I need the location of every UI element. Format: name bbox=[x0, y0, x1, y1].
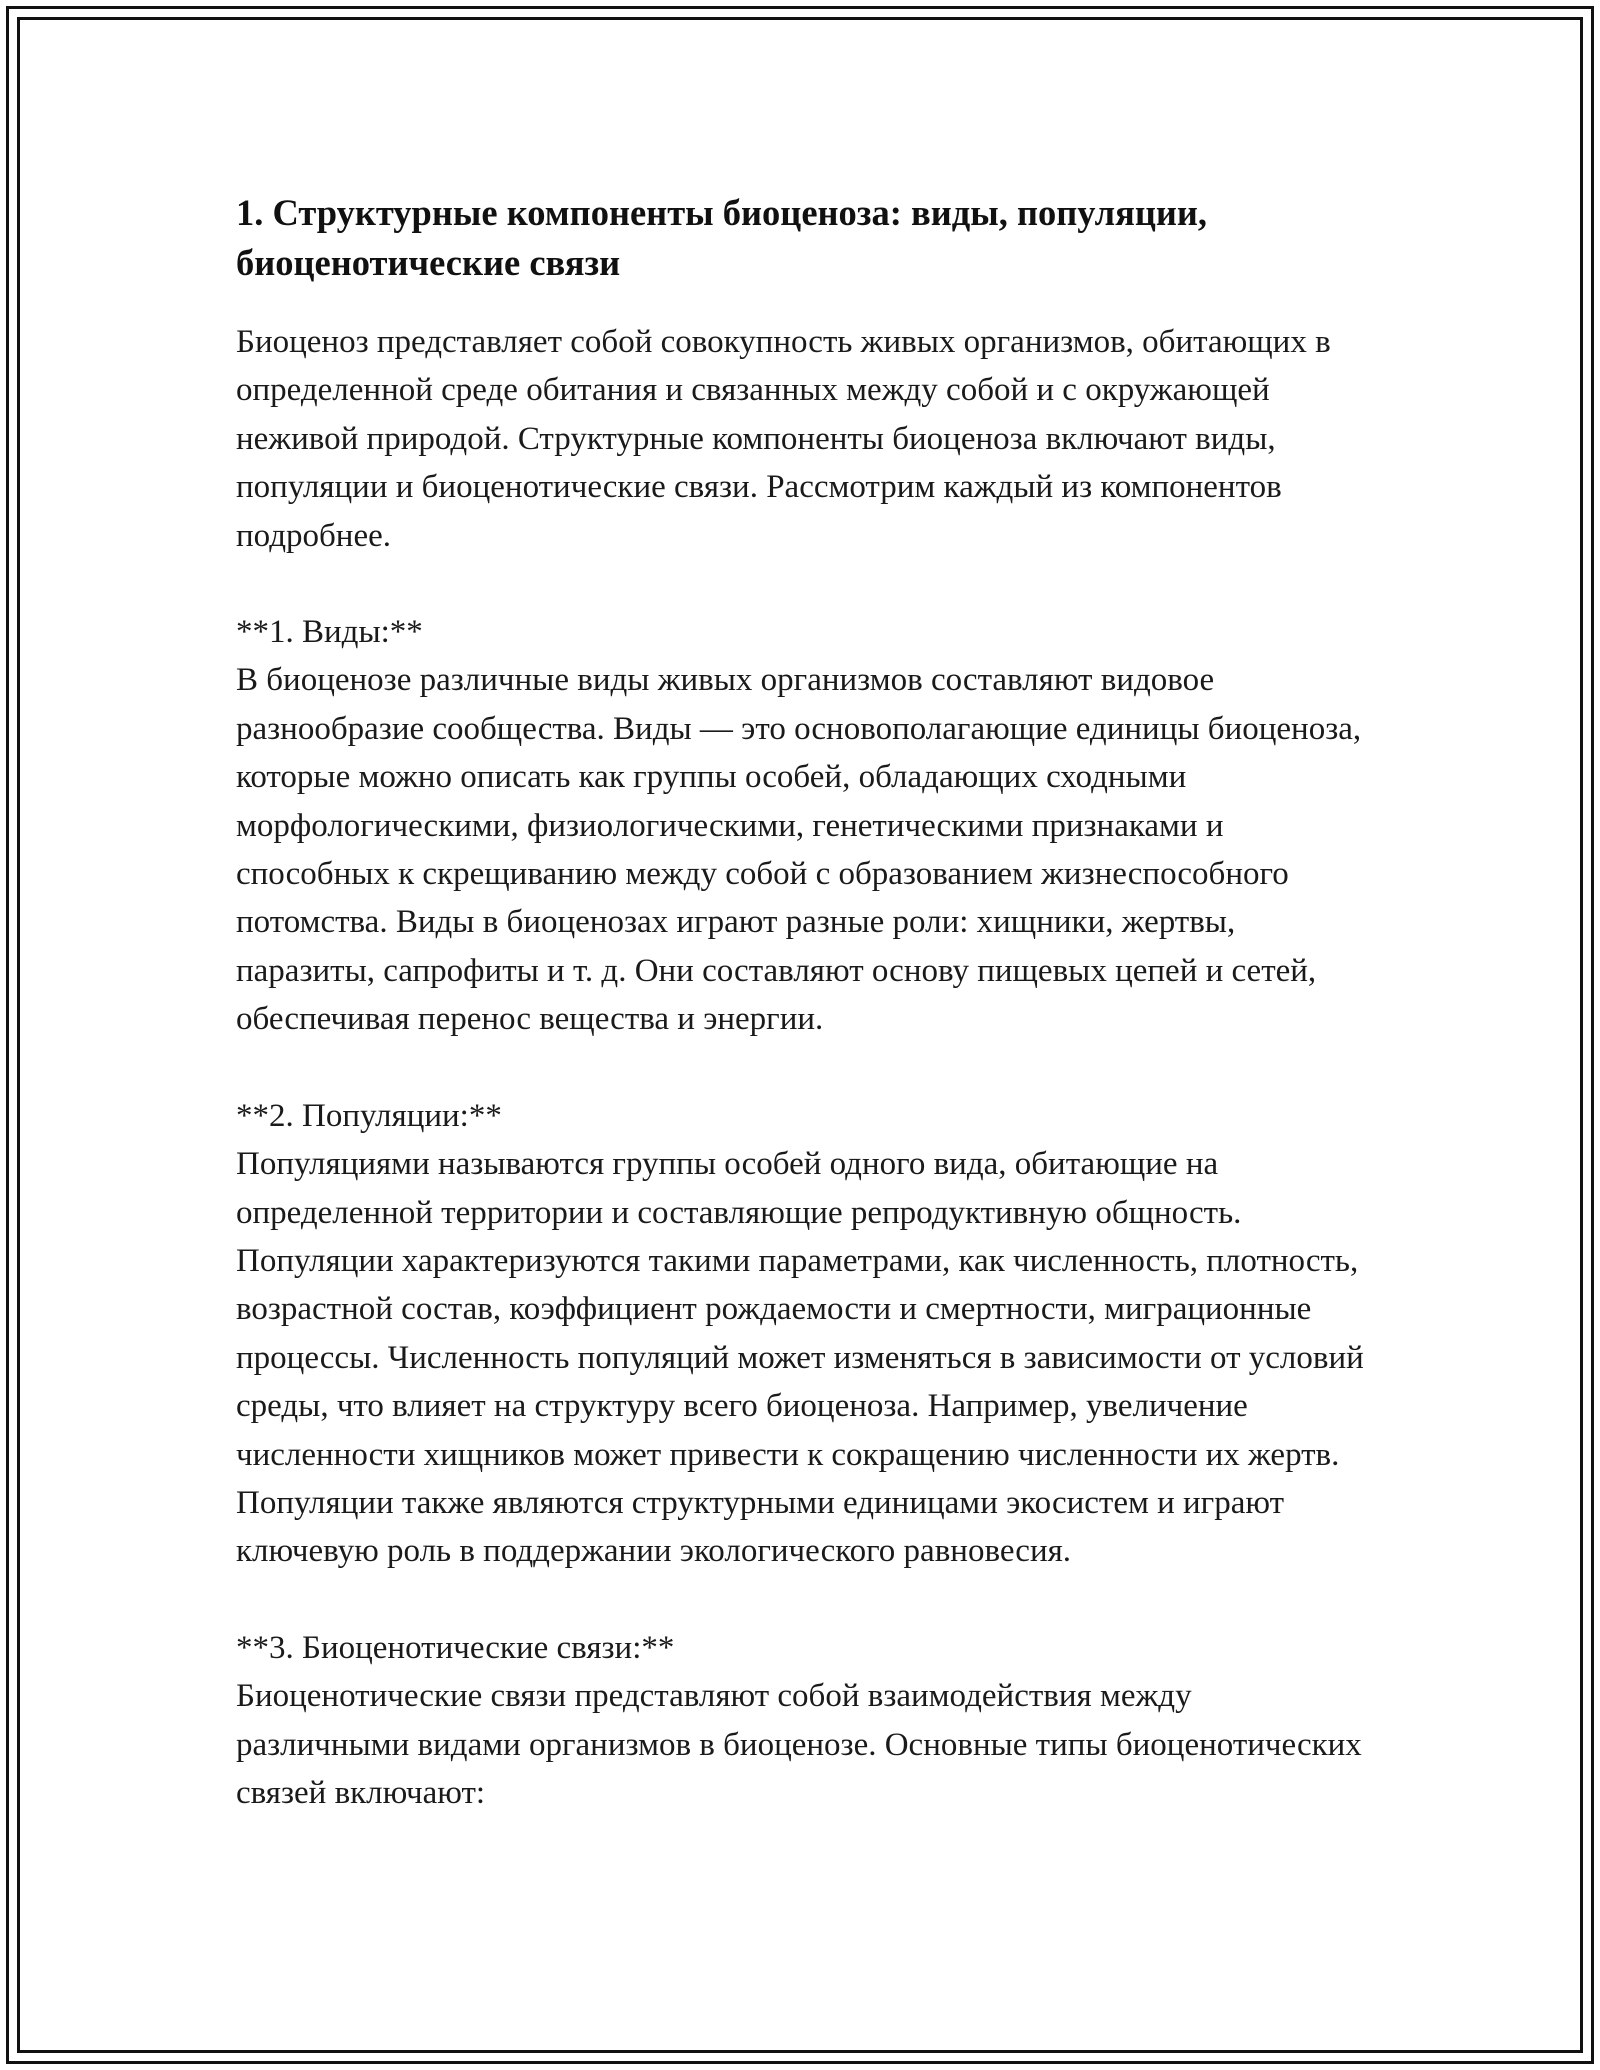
section-heading: **2. Популяции:** bbox=[236, 1097, 502, 1134]
section-body: Популяциями называются группы особей одного вида, обитающие на определенной территории и составляющие репродуктивную общность. Популяции характеризуются такими параметрами, как численность, плотность, возрастной состав, коэффициент рождаемости и смертности, миграционные процессы. Численность популяций может изменяться в зависимости от условий среды, что влияет на структуру всего биоценоза. Например, увеличение численности хищников может привести к сокращению численности их жертв. Популяции также являются структурными единицами экосистем и играют ключевую роль в поддержании экологического равновесия. bbox=[236, 1146, 1364, 1570]
section-heading: **1. Виды:** bbox=[236, 614, 423, 651]
section-populations bbox=[236, 1092, 1364, 1576]
section-biocenotic-links bbox=[236, 1624, 1364, 1818]
document-content bbox=[236, 188, 1364, 1865]
document-title: 1. Структурные компоненты биоценоза: виды, популяции, биоценотические связи bbox=[236, 192, 1208, 283]
section-body: Биоценотические связи представляют собой взаимодействия между различными видами организмов в биоценозе. Основные типы биоценотических связей включают: bbox=[236, 1678, 1362, 1811]
section-species bbox=[236, 608, 1364, 1044]
section-heading: **3. Биоценотические связи:** bbox=[236, 1629, 675, 1666]
section-body: В биоценозе различные виды живых организмов составляют видовое разнообразие сообщества. Виды — это основополагающие единицы биоценоза, которые можно описать как группы особей, обладающих сходными морфологическими, физиологическими, генетическими признаками и способных к скрещиванию между собой с образованием жизнеспособного потомства. Виды в биоценозах играют разные роли: хищники, жертвы, паразиты, сапрофиты и т. д. Они составляют основу пищевых цепей и сетей, обеспечивая перенос вещества и энергии. bbox=[236, 662, 1362, 1038]
intro-paragraph: Биоценоз представляет собой совокупность живых организмов, обитающих в определенной среде обитания и связанных между собой и с окружающей неживой природой. Структурные компоненты биоценоза включают виды, популяции и биоценотические связи. Рассмотрим каждый из компонентов подробнее. bbox=[236, 324, 1331, 554]
